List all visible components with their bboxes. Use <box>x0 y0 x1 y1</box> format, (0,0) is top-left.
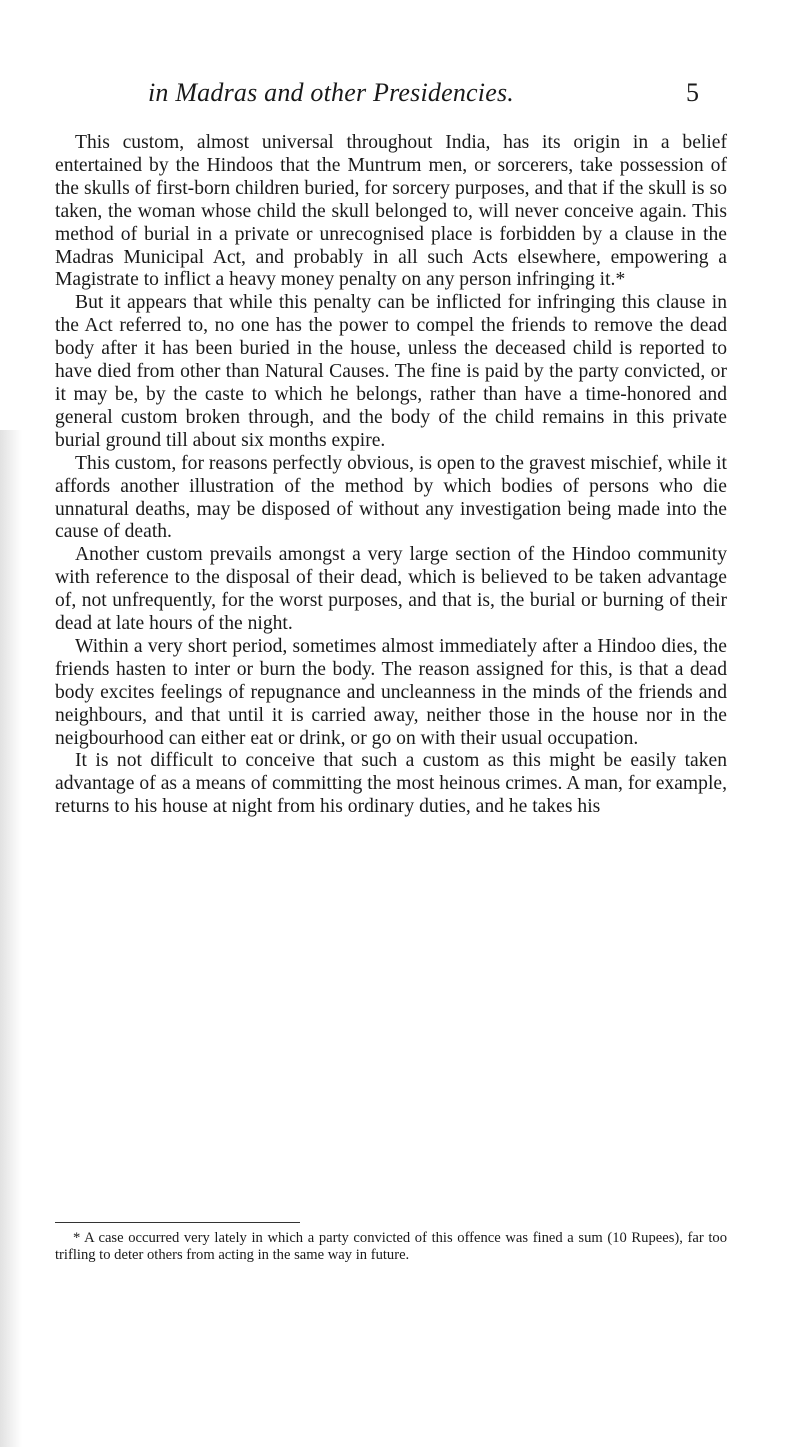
paragraph-1: This custom, almost universal throughout India, has its origin in a belief entertained by the Hindoos that the Muntrum men, or sorcerers, take possession of the skulls of first-born children buried, for sorcery purposes, and that if the skull is so taken, the woman whose child the skull belonged to, will never conceive again. This method of burial in a private or unrecognised place is forbidden by a clause in the Madras Municipal Act, and probably in all such Acts elsewhere, empowering a Magistrate to inflict a heavy money penalty on any person infringing it.* <box>55 132 727 291</box>
footnote-divider <box>55 1222 300 1223</box>
paragraph-6: It is not difficult to conceive that such a custom as this might be easily taken advantage of as a means of committing the most heinous crimes. A man, for example, returns to his house at night from his ordinary duties, and he takes his <box>55 750 727 818</box>
paragraph-4: Another custom prevails amongst a very large section of the Hindoo community with reference to the disposal of their dead, which is believed to be taken advantage of, not unfrequently, for the worst purposes, and that is, the burial or burning of their dead at late hours of the night. <box>55 544 727 635</box>
paragraph-2: But it appears that while this penalty can be inflicted for infringing this clause in the Act referred to, no one has the power to compel the friends to remove the dead body after it has been buried in the house, unless the deceased child is reported to have died from other than Natural Causes. The fine is paid by the party convicted, or it may be, by the caste to which he belongs, rather than have a time-honored and general custom broken through, and the body of the child remains in this private burial ground till about six months expire. <box>55 292 727 451</box>
paragraph-3: This custom, for reasons perfectly obvious, is open to the gravest mischief, while it affords another illustration of the method by which bodies of persons who die unnatural deaths, may be disposed of without any investigation being made into the cause of death. <box>55 452 727 543</box>
running-title: in Madras and other Presidencies. <box>148 78 514 107</box>
running-head <box>0 78 800 114</box>
paragraph-5: Within a very short period, sometimes almost immediately after a Hindoo dies, the friends hasten to inter or burn the body. The reason assigned for this, is that a dead body excites feelings of repugnance and uncleanness in the minds of the friends and neighbours, and that until it is carried away, neither those in the house nor in the neigbourhood can either eat or drink, or go on with their usual occupation. <box>55 635 727 749</box>
page-edge-shadow <box>0 430 22 1447</box>
footnote: * A case occurred very lately in which a party convicted of this offence was fined a sum (10 Rupees), far too trifling to deter others from acting in the same way in future. <box>55 1230 727 1263</box>
page-number: 5 <box>686 78 699 107</box>
body-text <box>55 132 727 819</box>
